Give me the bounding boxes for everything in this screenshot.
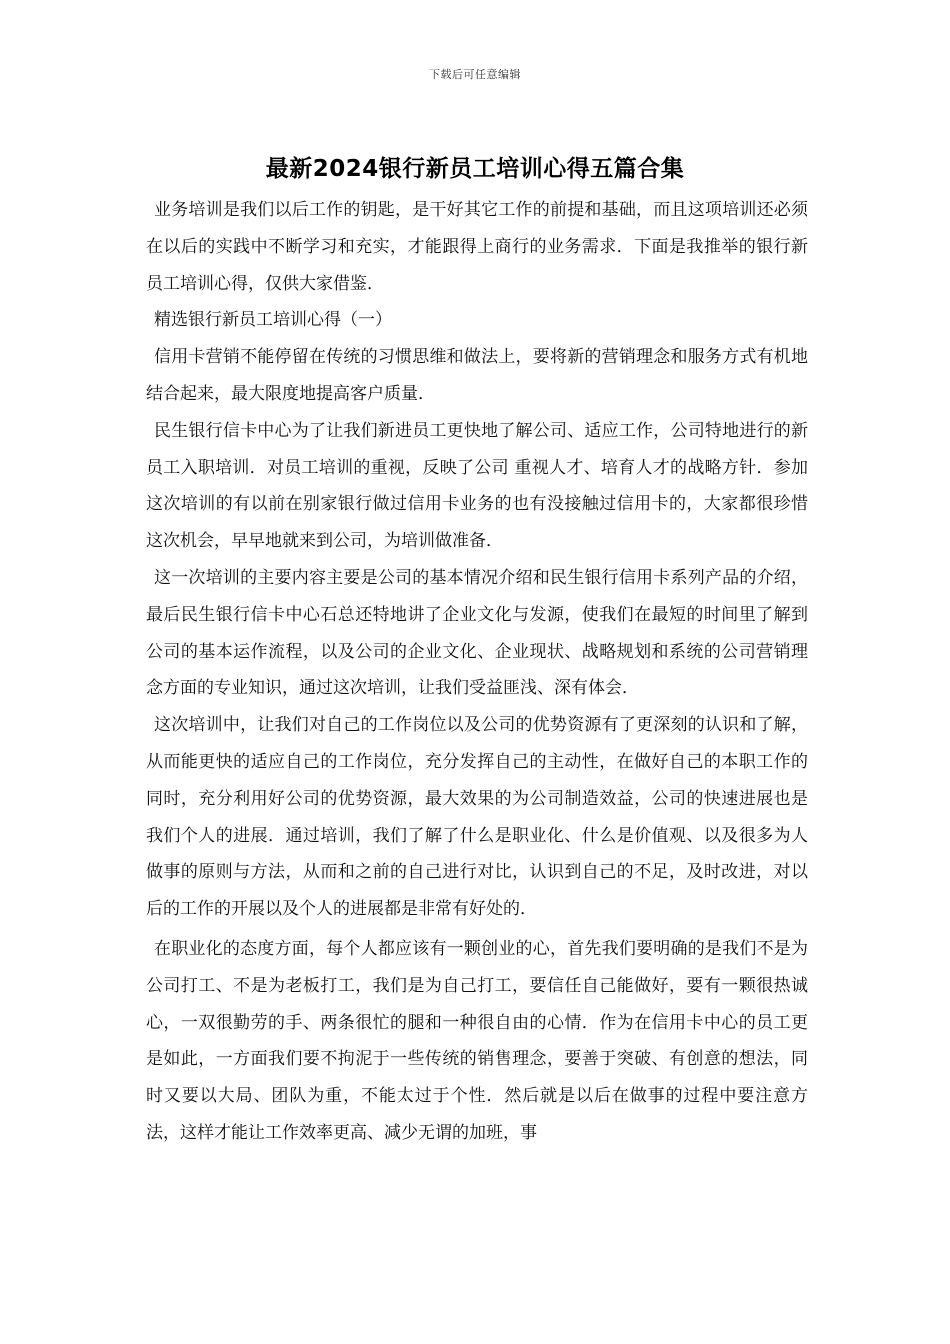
paragraph: 信用卡营销不能停留在传统的习惯思维和做法上，要将新的营销理念和服务方式有机地结合起来，最大限度地提高客户质量． <box>146 347 808 404</box>
paragraph: 在职业化的态度方面，每个人都应该有一颗创业的心，首先我们要明确的是我们不是为公司打工、不是为老板打工，我们是为自己打工，要信任自己能做好，要有一颗很热诚心，一双很勤劳的手、两条很忙的腿和一种很自由的心情．作为在信用卡中心的员工更是如此，一方面我们要不拘泥于一些传统的销售理念，要善于突破、有创意的想法，同时又要以大局、团队为重，不能太过于个性．然后就是以后在做事的过程中要注意方法，这样才能让工作效率更高、减少无谓的加班，事 <box>146 938 808 1143</box>
document-body <box>146 192 808 1152</box>
document-title: 最新2024银行新员工培训心得五篇合集 <box>265 156 685 182</box>
paragraph: 民生银行信卡中心为了让我们新进员工更快地了解公司、适应工作，公司特地进行的新员工入职培训．对员工培训的重视，反映了公司 重视人才、培育人才的战略方针．参加这次培训的有以前在别家银行做过信用卡业务的也有没接触过信用卡的，大家都很珍惜这次机会，早早地就来到公司，为培训做准备． <box>146 420 808 552</box>
paragraph-intro: 业务培训是我们以后工作的钥匙，是干好其它工作的前提和基础，而且这项培训还必须在以后的实践中不断学习和充实，才能跟得上商行的业务需求．下面是我推举的银行新员工培训心得，仅供大家借鉴． <box>146 200 808 294</box>
header-note: 下载后可任意编辑 <box>429 68 521 81</box>
section-heading: 精选银行新员工培训心得（一） <box>154 310 392 331</box>
paragraph: 这次培训中，让我们对自己的工作岗位以及公司的优势资源有了更深刻的认识和了解，从而能更快的适应自己的工作岗位，充分发挥自己的主动性，在做好自己的本职工作的同时，充分利用好公司的优势资源，最大效果的为公司制造效益，公司的快速进展也是我们个人的进展．通过培训，我们了解了什么是职业化、什么是价值观、以及很多为人做事的原则与方法，从而和之前的自己进行对比，认识到自己的不足，及时改进，对以后的工作的开展以及个人的进展都是非常有好处的． <box>146 715 808 920</box>
paragraph: 这一次培训的主要内容主要是公司的基本情况介绍和民生银行信用卡系列产品的介绍，最后民生银行信卡中心石总还特地讲了企业文化与发源，使我们在最短的时间里了解到公司的基本运作流程，以及公司的企业文化、企业现状、战略规划和系统的公司营销理念方面的专业知识，通过这次培训，让我们受益匪浅、深有体会． <box>146 567 808 699</box>
